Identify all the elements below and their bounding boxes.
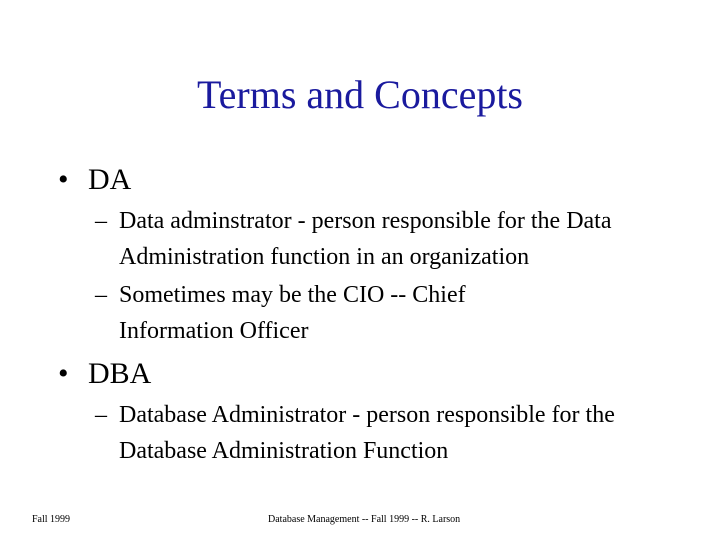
bullet-icon: •	[58, 357, 69, 390]
subitem-da-2	[95, 277, 695, 349]
dash-icon: –	[95, 282, 107, 308]
slide-title: Terms and Concepts	[196, 72, 523, 117]
subitem-dba-1	[95, 397, 695, 469]
dash-icon: –	[95, 208, 107, 234]
subitem-da-1	[95, 203, 695, 275]
bullet-da	[58, 162, 131, 198]
subitem-text: Sometimes may be the CIO -- Chief Information Officer	[119, 282, 466, 344]
subitem-text: Data adminstrator - person responsible for the Data Administration function in an organization	[119, 208, 612, 270]
subitem-text: Database Administrator - person responsible for the Database Administration Function	[119, 402, 615, 464]
bullet-icon: •	[58, 163, 69, 196]
bullet-label: DA	[88, 163, 132, 196]
footer-date: Fall 1999	[32, 514, 71, 525]
bullet-label: DBA	[88, 357, 152, 390]
footer-course: Database Management -- Fall 1999 -- R. Larson	[268, 514, 461, 525]
dash-icon: –	[95, 402, 107, 428]
bullet-dba	[58, 356, 151, 392]
